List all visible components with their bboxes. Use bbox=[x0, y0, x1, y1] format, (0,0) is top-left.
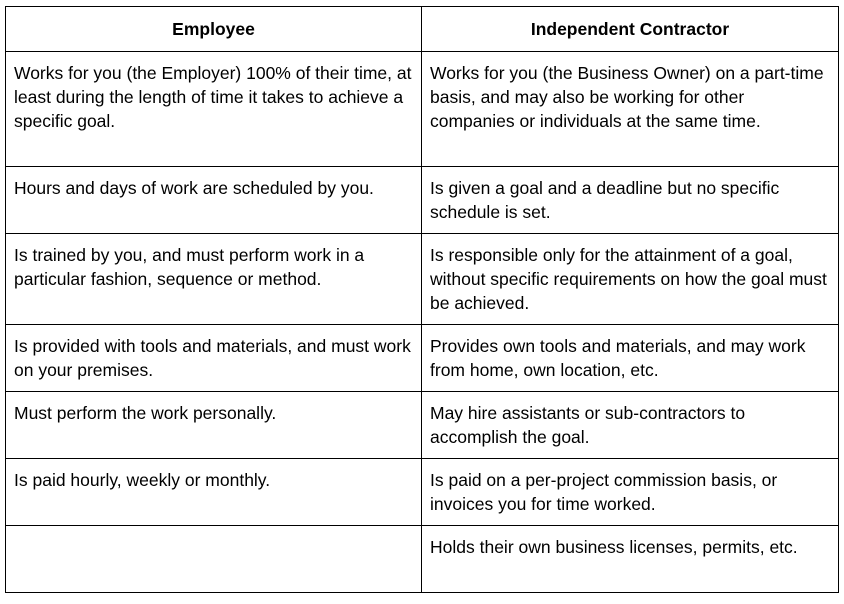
employee-cell: Hours and days of work are scheduled by you. bbox=[6, 167, 422, 234]
table-row bbox=[6, 392, 839, 459]
contractor-cell: Is responsible only for the attainment of a goal, without specific requirements on how the goal must be achieved. bbox=[422, 234, 839, 325]
header-row bbox=[6, 7, 839, 52]
header-employee: Employee bbox=[6, 7, 422, 52]
employee-cell: Works for you (the Employer) 100% of their time, at least during the length of time it takes to achieve a specific goal. bbox=[6, 52, 422, 167]
contractor-cell: Works for you (the Business Owner) on a part-time basis, and may also be working for other companies or individuals at the same time. bbox=[422, 52, 839, 167]
contractor-cell: May hire assistants or sub-contractors to accomplish the goal. bbox=[422, 392, 839, 459]
comparison-table bbox=[5, 6, 839, 593]
employee-cell-empty bbox=[6, 526, 422, 593]
table-row bbox=[6, 526, 839, 593]
contractor-cell: Is given a goal and a deadline but no specific schedule is set. bbox=[422, 167, 839, 234]
employee-cell: Is provided with tools and materials, and must work on your premises. bbox=[6, 325, 422, 392]
table-row bbox=[6, 459, 839, 526]
contractor-cell: Is paid on a per-project commission basis, or invoices you for time worked. bbox=[422, 459, 839, 526]
employee-cell: Is paid hourly, weekly or monthly. bbox=[6, 459, 422, 526]
contractor-cell: Provides own tools and materials, and may work from home, own location, etc. bbox=[422, 325, 839, 392]
contractor-cell: Holds their own business licenses, permits, etc. bbox=[422, 526, 839, 593]
header-independent-contractor: Independent Contractor bbox=[422, 7, 839, 52]
table-row bbox=[6, 167, 839, 234]
table-row bbox=[6, 234, 839, 325]
employee-cell: Must perform the work personally. bbox=[6, 392, 422, 459]
table-row bbox=[6, 52, 839, 167]
table-row bbox=[6, 325, 839, 392]
employee-cell: Is trained by you, and must perform work in a particular fashion, sequence or method. bbox=[6, 234, 422, 325]
